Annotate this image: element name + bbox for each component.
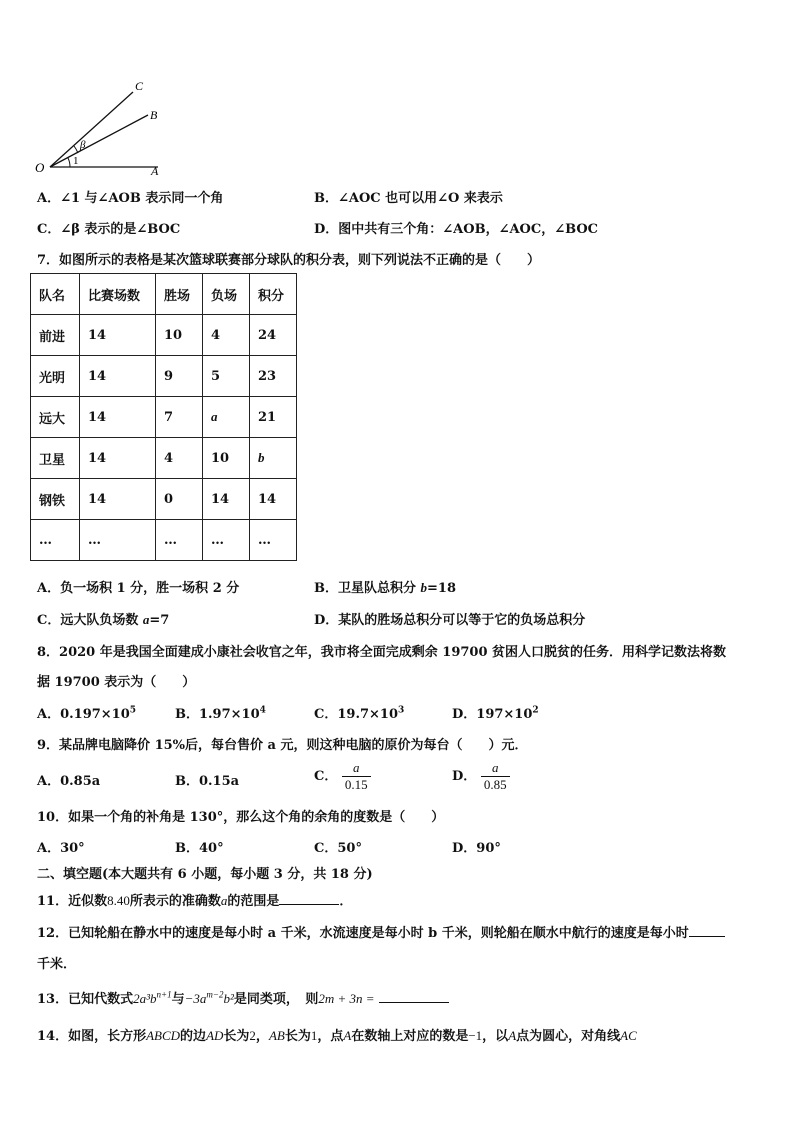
q8-stem-line1: 8．2020 年是我国全面建成小康社会收官之年，我市将全面完成剩余 19700 贫困人口脱贫的任务．用科学记数法将数 [37,645,727,660]
answer-blank[interactable] [379,990,449,1003]
table-cell: 14 [80,356,156,397]
table-row [31,397,297,438]
table-cell: a [203,397,250,438]
q9-option-d: D． $\frac{a}{0.85}$ [452,760,510,793]
table-cell: 前进 [31,315,80,356]
fraction: $\frac{a}{0.85}$ [481,760,510,793]
q10-option-a: A．30° [37,841,85,856]
table-cell: 14 [80,438,156,479]
label-1: 1 [73,155,79,167]
label-B: B [150,108,158,122]
table-cell: 10 [203,438,250,479]
q8-stem-line2: 据 19700 表示为（ ） [37,675,196,690]
table-cell: 23 [250,356,297,397]
table-cell: 10 [156,315,203,356]
q12-line1: 12．已知轮船在静水中的速度是每小时 a 千米，水流速度是每小时 b 千米，则轮船在顺水中航行的速度是每小时 [37,922,725,941]
q11: 11．近似数8.40所表示的准确数a的范围是 ． [37,893,353,909]
table-cell: 21 [250,397,297,438]
table-cell: 5 [203,356,250,397]
table-cell: 9 [156,356,203,397]
q8-option-a: A．$0.197\times 10^5$ [37,705,137,722]
q7-option-d: D．某队的胜场总积分可以等于它的负场总积分 [314,613,586,628]
table-row [31,315,297,356]
score-table [30,273,297,561]
table-cell: … [250,520,297,561]
q10-option-c: C．50° [314,841,362,856]
fraction: $\frac{a}{0.15}$ [342,760,371,793]
label-C: C [135,79,144,93]
label-O: O [35,160,45,175]
table-header: 队名 [31,274,80,315]
q8-option-d: D．$197\times 10^2$ [452,705,539,722]
table-cell: 远大 [31,397,80,438]
table-header: 比赛场数 [80,274,156,315]
q6-option-d: D．图中共有三个角：∠AOB，∠AOC，∠BOC [314,222,599,237]
table-cell: … [80,520,156,561]
label-A: A [151,164,159,178]
table-cell: 卫星 [31,438,80,479]
table-cell: 14 [80,397,156,438]
table-cell: 0 [156,479,203,520]
q14: 14．如图，长方形ABCD的边AD长为2，AB长为1，点A在数轴上对应的数是−1，以A点为圆心，对角线AC [37,1028,637,1044]
section-heading: 二、填空题(本大题共有 6 小题，每小题 3 分，共 18 分) [37,867,373,882]
table-cell: … [203,520,250,561]
table-cell: … [31,520,80,561]
table-row [31,356,297,397]
table-cell: 14 [80,315,156,356]
q8-option-c: C．$19.7\times 10^3$ [314,705,405,722]
answer-blank[interactable] [279,892,339,905]
q7-option-a: A．负一场积 1 分，胜一场积 2 分 [37,581,240,596]
table-cell: 钢铁 [31,479,80,520]
table-header: 胜场 [156,274,203,315]
q8-option-b: B．$1.97\times 10^4$ [175,705,266,722]
table-cell: 4 [156,438,203,479]
q13: 13．已知代数式$2a^3b^{n+1}$与$-3a^{m-2}b^2$是同类项， 则2m + 3n = [37,988,449,1007]
q9-option-a: A．0.85a [37,774,101,789]
table-cell: 光明 [31,356,80,397]
table-cell: 7 [156,397,203,438]
table-cell: 14 [80,479,156,520]
table-row [31,479,297,520]
table-row [31,520,297,561]
q9-option-c: C． $\frac{a}{0.15}$ [314,760,371,793]
q9-stem: 9．某品牌电脑降价 15%后，每台售价 a 元，则这种电脑的原价为每台（ ）元． [37,738,528,753]
table-cell: b [250,438,297,479]
angle-figure [30,75,170,180]
table-row [31,438,297,479]
table-cell: … [156,520,203,561]
q9-option-b: B．0.15a [175,774,240,789]
table-cell: 24 [250,315,297,356]
table-cell: 14 [203,479,250,520]
q6-option-b: B．∠AOC 也可以用∠O 来表示 [314,191,503,206]
q10-stem: 10．如果一个角的补角是 130°，那么这个角的余角的度数是（ ） [37,810,445,825]
table-cell: 4 [203,315,250,356]
q10-option-b: B．40° [175,841,224,856]
q6-option-a: A．∠1 与∠AOB 表示同一个角 [37,191,224,206]
table-cell: 14 [250,479,297,520]
q12-line2: 千米． [37,957,77,972]
table-header-row [31,274,297,315]
angle-arc-1 [68,158,70,167]
label-beta: β [80,139,86,151]
table-header: 负场 [203,274,250,315]
q10-option-d: D．90° [452,841,501,856]
q6-option-c: C．∠β 表示的是∠BOC [37,222,181,237]
q7-option-b: B．卫星队总积分 b=18 [314,580,456,596]
q7-option-c: C．远大队负场数 a=7 [37,612,170,628]
answer-blank[interactable] [689,924,725,937]
table-header: 积分 [250,274,297,315]
q7-stem: 7．如图所示的表格是某次篮球联赛部分球队的积分表，则下列说法不正确的是（ ） [37,253,541,268]
angle-arc-beta [74,146,78,153]
